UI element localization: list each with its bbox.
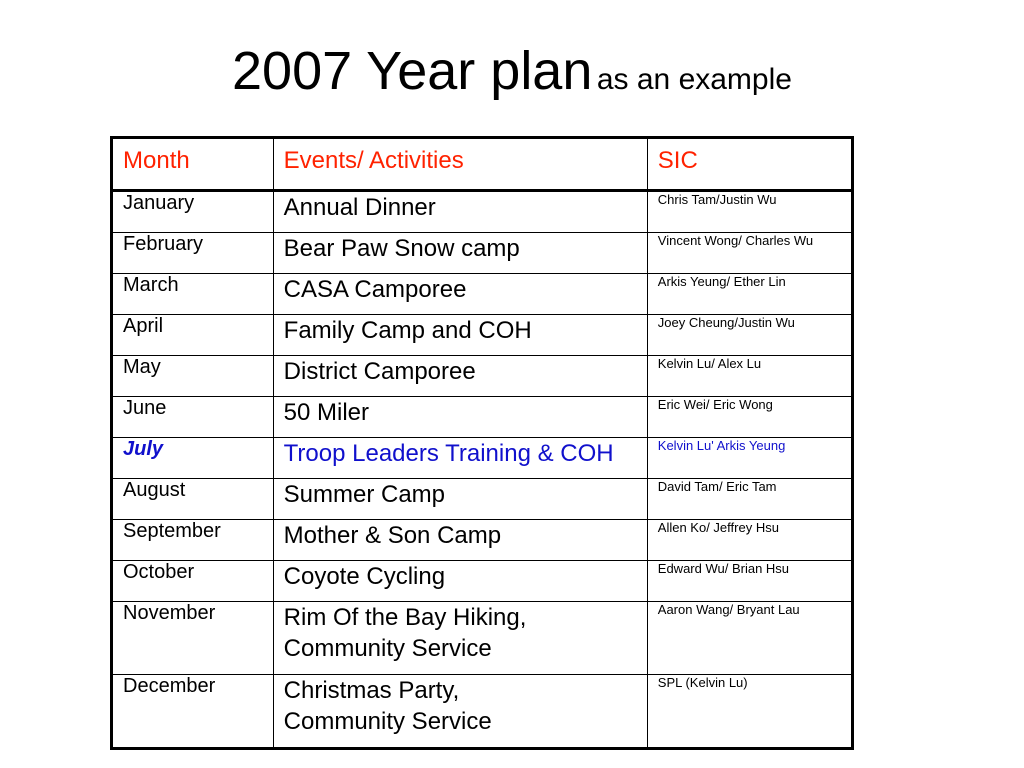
table-row (112, 520, 853, 561)
month-cell: July (112, 438, 274, 479)
month-cell: January (112, 191, 274, 233)
month-cell: November (112, 602, 274, 675)
sic-cell: Kelvin Lu/ Alex Lu (647, 356, 852, 397)
table-header-row (112, 138, 853, 191)
month-cell: June (112, 397, 274, 438)
event-cell (273, 397, 647, 438)
event-line: Rim Of the Bay Hiking, (283, 604, 527, 631)
table-row (112, 602, 853, 675)
event-cell (273, 561, 647, 602)
sic-cell: Kelvin Lu' Arkis Yeung (647, 438, 852, 479)
event-cell (273, 356, 647, 397)
table-row (112, 315, 853, 356)
month-cell: February (112, 233, 274, 274)
event-line: Coyote Cycling (283, 563, 446, 590)
sic-cell: Joey Cheung/Justin Wu (647, 315, 852, 356)
table-row (112, 191, 853, 233)
event-line: Troop Leaders Training & COH (283, 440, 614, 467)
table-row (112, 438, 853, 479)
table-row (112, 397, 853, 438)
event-line: Bear Paw Snow camp (283, 235, 520, 262)
month-cell: May (112, 356, 274, 397)
event-cell (273, 602, 647, 675)
header-events: Events/ Activities (273, 138, 647, 191)
table-row (112, 675, 853, 749)
event-cell (273, 233, 647, 274)
event-line: Community Service (283, 708, 492, 735)
title-main: 2007 Year plan (232, 41, 593, 101)
event-line: Community Service (283, 635, 492, 662)
sic-cell: Eric Wei/ Eric Wong (647, 397, 852, 438)
table-row (112, 561, 853, 602)
slide-title (0, 40, 1024, 102)
table-row (112, 274, 853, 315)
sic-cell: David Tam/ Eric Tam (647, 479, 852, 520)
event-cell (273, 438, 647, 479)
event-cell (273, 315, 647, 356)
event-line: Christmas Party, (283, 677, 460, 704)
event-cell (273, 479, 647, 520)
month-cell: October (112, 561, 274, 602)
sic-cell: Vincent Wong/ Charles Wu (647, 233, 852, 274)
event-line: Annual Dinner (283, 194, 436, 221)
sic-cell: SPL (Kelvin Lu) (647, 675, 852, 749)
event-cell (273, 675, 647, 749)
month-cell: March (112, 274, 274, 315)
header-sic: SIC (647, 138, 852, 191)
table-row (112, 479, 853, 520)
event-line: District Camporee (283, 358, 476, 385)
sic-cell: Edward Wu/ Brian Hsu (647, 561, 852, 602)
month-cell: September (112, 520, 274, 561)
sic-cell: Allen Ko/ Jeffrey Hsu (647, 520, 852, 561)
sic-cell: Arkis Yeung/ Ether Lin (647, 274, 852, 315)
event-cell (273, 191, 647, 233)
event-cell (273, 274, 647, 315)
event-line: Mother & Son Camp (283, 522, 502, 549)
sic-cell: Aaron Wang/ Bryant Lau (647, 602, 852, 675)
event-line: CASA Camporee (283, 276, 467, 303)
event-line: Summer Camp (283, 481, 446, 508)
sic-cell: Chris Tam/Justin Wu (647, 191, 852, 233)
table-row (112, 233, 853, 274)
title-subtitle: as an example (596, 63, 792, 96)
month-cell: April (112, 315, 274, 356)
event-line: Family Camp and COH (283, 317, 532, 344)
month-cell: December (112, 675, 274, 749)
header-month: Month (112, 138, 274, 191)
event-line: 50 Miler (283, 399, 370, 426)
table-row (112, 356, 853, 397)
year-plan-table (110, 136, 854, 750)
month-cell: August (112, 479, 274, 520)
event-cell (273, 520, 647, 561)
